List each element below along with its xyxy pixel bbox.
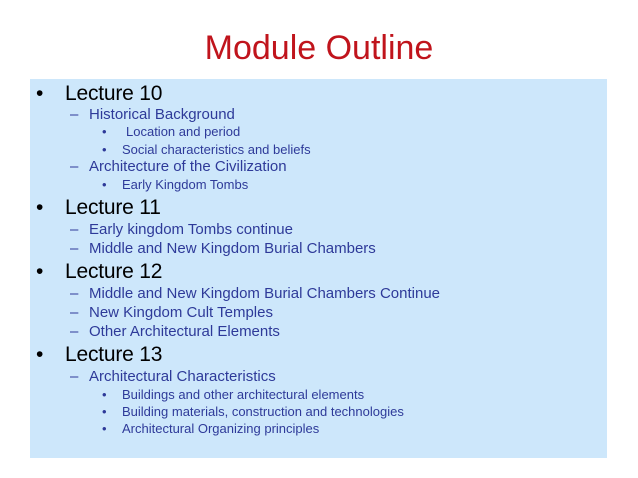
dash-icon: – xyxy=(70,285,79,302)
bullet-icon: • xyxy=(102,124,107,139)
bullet-icon: • xyxy=(102,421,107,436)
outline-subitem-label: Early kingdom Tombs continue xyxy=(89,221,293,238)
outline-item-label: Lecture 12 xyxy=(65,260,163,283)
outline-item-label: Lecture 13 xyxy=(65,343,163,366)
outline-subitem-label: Historical Background xyxy=(89,106,235,123)
dash-icon: – xyxy=(70,158,79,175)
dash-icon: – xyxy=(70,221,79,238)
bullet-icon: • xyxy=(102,177,107,192)
outline-subsubitem-label: Location and period xyxy=(126,124,241,139)
outline-subsubitem-label: Social characteristics and beliefs xyxy=(122,142,311,157)
outline-subitem-label: Other Architectural Elements xyxy=(89,323,280,340)
slide-title: Module Outline xyxy=(204,29,434,67)
outline-subsubitem-label: Buildings and other architectural elements xyxy=(122,387,365,402)
bullet-icon: • xyxy=(36,343,44,366)
bullet-icon: • xyxy=(36,260,44,283)
outline-subsubitem-label: Building materials, construction and technologies xyxy=(122,404,404,419)
bullet-icon: • xyxy=(102,387,107,402)
bullet-icon: • xyxy=(102,142,107,157)
dash-icon: – xyxy=(70,323,79,340)
dash-icon: – xyxy=(70,304,79,321)
outline-subitem-label: Middle and New Kingdom Burial Chambers Continue xyxy=(89,285,441,302)
dash-icon: – xyxy=(70,106,79,123)
outline-subitem-label: Architecture of the Civilization xyxy=(89,158,287,175)
outline-subsubitem-label: Architectural Organizing principles xyxy=(122,421,320,436)
outline-item-label: Lecture 11 xyxy=(65,196,161,219)
outline-subitem-label: Middle and New Kingdom Burial Chambers xyxy=(89,240,376,257)
outline-subitem-label: New Kingdom Cult Temples xyxy=(89,304,273,321)
dash-icon: – xyxy=(70,368,79,385)
bullet-icon: • xyxy=(36,196,44,219)
bullet-icon: • xyxy=(102,404,107,419)
dash-icon: – xyxy=(70,240,79,257)
bullet-icon: • xyxy=(36,82,44,105)
outline-item-label: Lecture 10 xyxy=(65,82,163,105)
outline-subitem-label: Architectural Characteristics xyxy=(89,368,276,385)
outline-subsubitem-label: Early Kingdom Tombs xyxy=(122,177,249,192)
